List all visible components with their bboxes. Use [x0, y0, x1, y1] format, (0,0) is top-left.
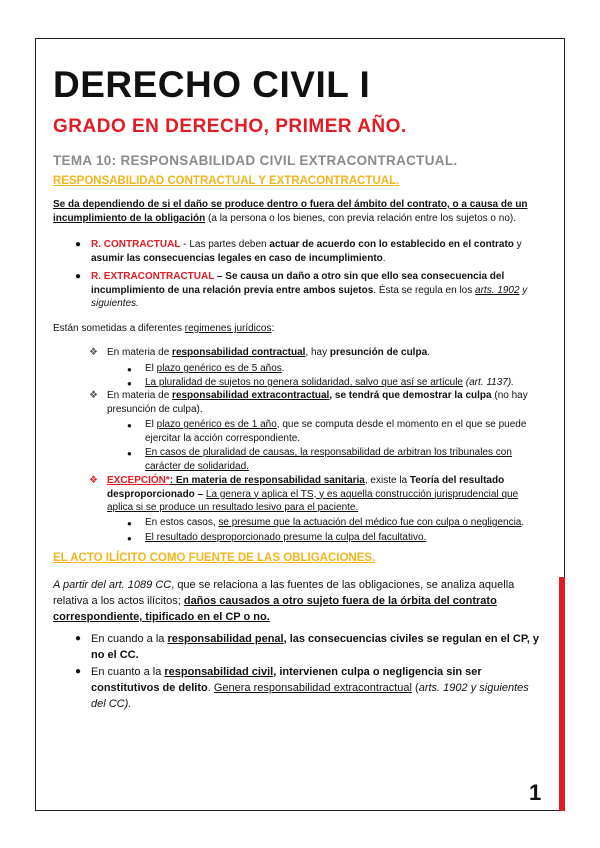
page-number: 1: [529, 780, 542, 805]
sub-plazo-5: [145, 362, 543, 376]
regimes-line: [53, 322, 543, 336]
label-excepcion: EXCEPCIÓN*: [107, 475, 170, 486]
text-bold: daños causados a otro sujeto fuera de la órbita del contrato correspondiente, tipificado en el CP o no.: [53, 595, 497, 623]
side-accent-bar: [559, 577, 565, 811]
text-italic: (art. 1137).: [462, 377, 514, 388]
bullet-dot: ●: [75, 239, 82, 250]
diamond-bullet-icon: ❖: [89, 475, 98, 486]
bullet-civil: [91, 664, 543, 712]
text-segment: .: [207, 682, 214, 694]
text-bold: responsabilidad extracontractual: [172, 390, 330, 401]
sub-pluralidad-causas: [145, 446, 543, 473]
circle-bullet-icon: ●: [127, 519, 132, 528]
text-underlined: En casos de pluralidad de causas, la responsabilidad de arbitran los tribunales con carácter de solidaridad.: [145, 447, 512, 472]
text-segment: (: [411, 682, 419, 694]
circle-bullet-icon: ●: [127, 534, 132, 543]
document-subtitle: GRADO EN DERECHO, PRIMER AÑO.: [53, 116, 407, 137]
intro-rest: (a la persona o los bienes, con previa relación entre los sujetos o no).: [205, 212, 516, 224]
text-underlined: El resultado desproporcionado presume la culpa del facultativo.: [145, 532, 427, 543]
document-title: DERECHO CIVIL I: [53, 64, 371, 105]
text-segment: , que se relaciona a las fuentes de las obligaciones, se analiza aquella relativa a los actos ilícitos;: [53, 579, 515, 607]
text-bold: Teoría del resultado desproporcionado: [107, 475, 505, 500]
intro-paragraph: [53, 198, 543, 225]
text-segment: El: [145, 363, 157, 374]
topic-heading: TEMA 10: RESPONSABILIDAD CIVIL EXTRACONTRACTUAL.: [53, 153, 458, 168]
circle-bullet-icon: ●: [127, 365, 132, 374]
text-segment: :: [271, 323, 275, 334]
text-segment: En materia de: [107, 347, 173, 358]
text-segment: , existe la: [364, 475, 410, 486]
text-segment: Están sometidas a diferentes: [53, 323, 185, 334]
text-italic: A partir del art. 1089 CC: [53, 579, 172, 591]
text-bold: –: [194, 488, 206, 500]
point-extracontractual: [107, 389, 543, 416]
sub-resultado: [145, 531, 543, 545]
text-bold: , se tendrá que demostrar la culpa: [329, 390, 492, 401]
text-italic: arts. 1902: [475, 284, 520, 296]
text-segment: En materia de: [107, 390, 173, 401]
bullet-contractual: [91, 238, 543, 265]
text-italic: y siguientes.: [91, 284, 528, 309]
text-bold: , las consecuencias civiles se regulan en el CP, y no el CC.: [91, 633, 539, 661]
text-underlined: La genera y aplica el TS, y es aquella construcción jurisprudencial que aplica si se produce un resultado lesivo para el paciente.: [107, 488, 519, 513]
text-bold: responsabilidad penal: [167, 633, 284, 645]
bullet-penal: [91, 631, 543, 663]
text-underlined: regimenes jurídicos: [184, 323, 272, 334]
text-underlined: Genera responsabilidad extracontractual: [213, 682, 412, 694]
text-segment: , hay: [305, 347, 330, 358]
text-underlined: plazo genérico es de 1 año: [156, 419, 277, 430]
text-segment: El: [145, 419, 157, 430]
bullet-dot: ●: [75, 666, 82, 677]
label-r-contractual: R. CONTRACTUAL: [91, 239, 181, 250]
text-segment: .: [281, 363, 285, 374]
bullet-extracontractual: [91, 270, 543, 311]
text-underlined: se presume que la actuación del médico fue con culpa o negligencia: [218, 517, 522, 528]
text-bold: responsabilidad civil: [164, 666, 274, 678]
text-segment: . Ésta se regula en los: [373, 284, 476, 296]
acto-ilicito-paragraph: [53, 577, 543, 625]
diamond-bullet-icon: ❖: [89, 390, 98, 401]
bullet-dot: ●: [75, 271, 82, 282]
text-italic: arts. 1902 y siguientes del CC).: [91, 682, 529, 710]
text-segment: En cuando a la: [91, 633, 168, 645]
circle-bullet-icon: ●: [127, 421, 132, 430]
text-bold: actuar de acuerdo con lo establecido en el contrato: [269, 239, 514, 250]
circle-bullet-icon: ●: [127, 449, 132, 458]
text-segment: (no hay presunción de culpa).: [107, 390, 528, 415]
label-r-extracontractual: R. EXTRACONTRACTUAL: [91, 271, 215, 282]
diamond-bullet-icon: ❖: [89, 347, 98, 358]
text-segment: .: [382, 252, 386, 264]
text-underlined: La pluralidad de sujetos no genera solidaridad, salvo que así se artícule: [145, 377, 463, 388]
sub-pluralidad: [145, 376, 543, 390]
section-heading-responsabilidad: RESPONSABILIDAD CONTRACTUAL Y EXTRACONTRACTUAL.: [53, 175, 400, 187]
text-segment: .: [427, 347, 430, 358]
text-segment: - Las partes deben: [180, 239, 270, 250]
sub-plazo-1: [145, 418, 543, 445]
circle-bullet-icon: ●: [127, 379, 132, 388]
intro-emphasis: Se da dependiendo de si el daño se produce dentro o fuera del ámbito del contrato, o a causa de un incumplimiento de la obligación: [53, 199, 528, 224]
text-bold: responsabilidad contractual: [172, 347, 306, 358]
text-segment: , que se computa desde el momento en el que se puede ejercitar la acción correspondiente.: [145, 419, 527, 444]
text-bold: : En materia de responsabilidad sanitaria: [169, 475, 365, 486]
text-segment: .: [521, 517, 525, 528]
sub-presume: [145, 516, 543, 530]
point-excepcion: [107, 474, 543, 515]
text-bold: presunción de culpa: [329, 347, 428, 358]
text-bold: , intervienen culpa o negligencia sin ser constitutivos de delito: [91, 666, 482, 694]
text-segment: En cuanto a la: [91, 666, 165, 678]
text-bold: asumir las consecuencias legales en caso de incumplimiento: [91, 252, 383, 264]
point-contractual: [107, 346, 543, 360]
text-segment: y: [513, 239, 522, 250]
text-segment: En estos casos,: [145, 517, 219, 528]
bullet-dot: ●: [75, 633, 82, 644]
text-underlined: plazo genérico es de 5 años: [156, 363, 282, 374]
section-heading-acto-ilicito: EL ACTO ILÍCITO COMO FUENTE DE LAS OBLIGACIONES.: [53, 552, 376, 564]
text-bold: – Se causa un daño a otro sin que ello sea consecuencia del incumplimiento de una relación previa entre ambos sujetos: [91, 271, 505, 296]
